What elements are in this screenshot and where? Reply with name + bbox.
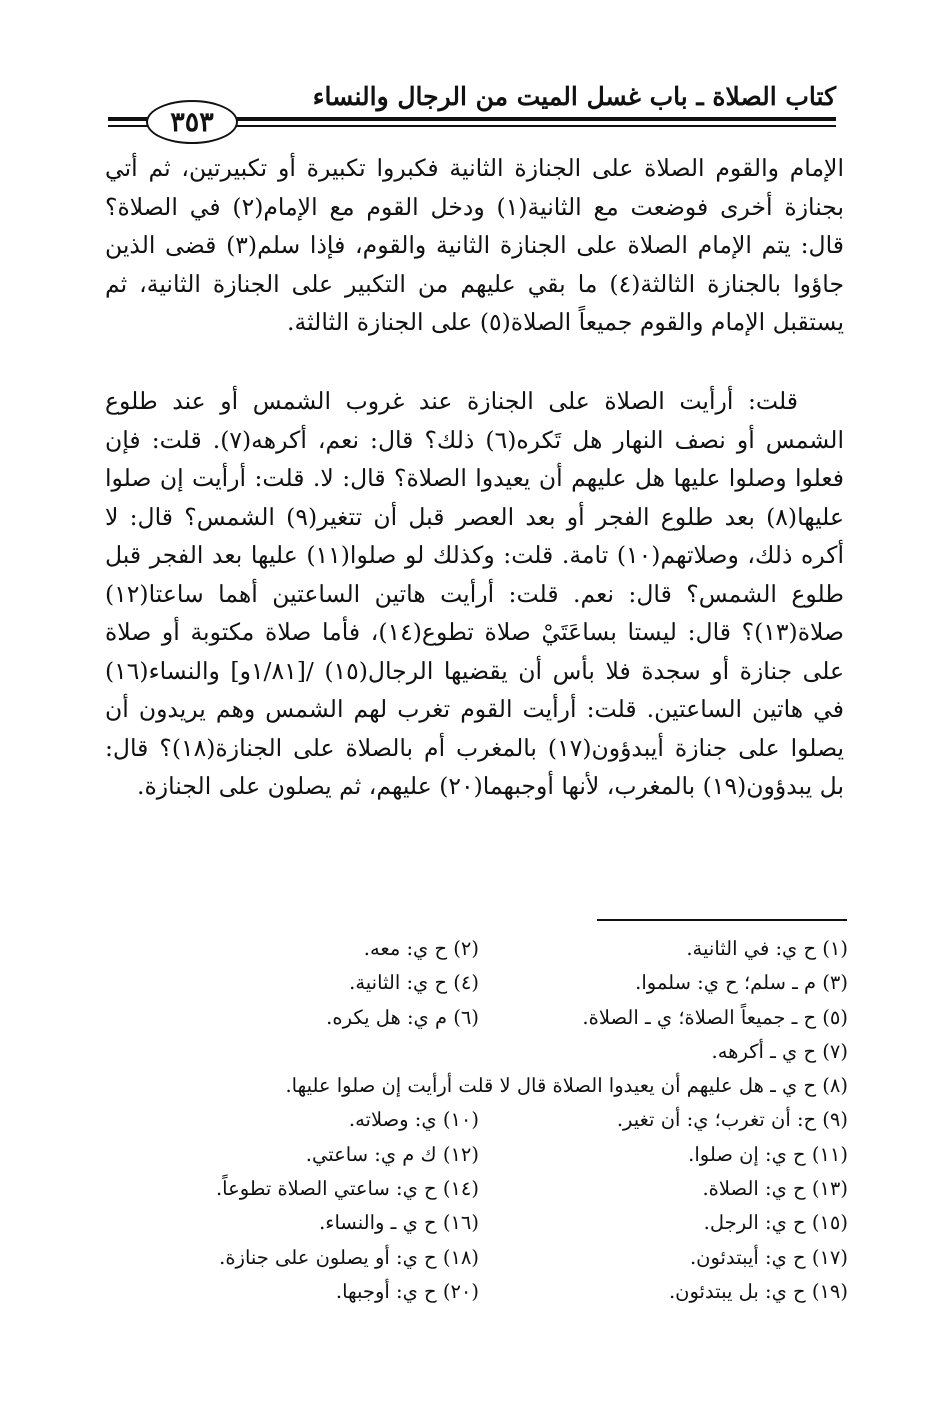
footnote-row	[110, 1206, 848, 1240]
footnote-row	[110, 1275, 848, 1309]
footnote-row	[110, 1138, 848, 1172]
footnote-6: (٦) م ي: هل يكره.	[326, 1005, 479, 1029]
footnote-12: (١٢) ك م ي: ساعتي.	[305, 1142, 479, 1166]
footnote-row	[110, 966, 848, 1000]
footnote-16: (١٦) ح ي ـ والنساء.	[319, 1211, 479, 1235]
footnote-20: (٢٠) ح ي: أوجبها.	[335, 1279, 479, 1303]
main-text-paragraph-1	[105, 149, 844, 342]
footnote-row	[110, 1069, 848, 1103]
running-title: كتاب الصلاة ـ باب غسل الميت من الرجال والنساء	[312, 82, 836, 111]
page-number-text: ٣٥٣	[170, 106, 214, 138]
footnote-17: (١٧) ح ي: أيبتدئون.	[689, 1245, 848, 1269]
footnote-10: (١٠) ي: وصلاته.	[348, 1108, 479, 1132]
footnote-row	[110, 1241, 848, 1275]
footnote-9: (٩) ح: أن تغرب؛ ي: أن تغير.	[616, 1108, 848, 1132]
footnote-row	[110, 1035, 848, 1069]
footnote-separator	[597, 919, 847, 921]
footnote-18: (١٨) ح ي: أو يصلون على جنازة.	[219, 1245, 479, 1269]
footnote-3: (٣) م ـ سلم؛ ح ي: سلموا.	[635, 971, 848, 995]
footnote-row	[110, 932, 848, 966]
footnote-4: (٤) ح ي: الثانية.	[349, 971, 479, 995]
page-number	[146, 100, 238, 144]
footnote-row	[110, 1103, 848, 1137]
main-text-paragraph-2	[105, 382, 844, 806]
footnote-row	[110, 1001, 848, 1035]
footnote-2: (٢) ح ي: معه.	[363, 937, 479, 960]
footnote-5: (٥) ح ـ جميعاً الصلاة؛ ي ـ الصلاة.	[582, 1005, 848, 1029]
paragraph-text: الإمام والقوم الصلاة على الجنازة الثانية فكبروا تكبيرة أو تكبيرتين، ثم أتي بجنازة أخرى فوضعت مع الثانية(١) ودخل القوم مع الإمام(٢) في الصلاة؟ قال: يتم الإمام الصلاة على الجنازة الثانية والقوم، فإذا سلم(٣) قضى الذين جاؤوا بالجنازة الثالثة(٤) ما بقي عليهم من التكبير على الجنازة الثانية، ثم يستقبل الإمام والقوم جميعاً الصلاة(٥) على الجنازة الثالثة.	[105, 154, 845, 336]
footnote-7: (٧) ح ي ـ أكرهه.	[711, 1039, 848, 1063]
paragraph-text: قلت: أرأيت الصلاة على الجنازة عند غروب الشمس أو عند طلوع الشمس أو نصف النهار هل تَكره(٦) ذلك؟ قال: نعم، أكرهه(٧). قلت: فإن فعلوا وصلوا عليها هل عليهم أن يعيدوا الصلاة؟ قال: لا. قلت: أرأيت إن صلوا عليها(٨) بعد طلوع الفجر أو بعد العصر قبل أن تتغير(٩) الشمس؟ قال: لا أكره ذلك، وصلاتهم(١٠) تامة. قلت: وكذلك لو صلوا(١١) عليها بعد الفجر قبل طلوع الشمس؟ قال: نعم. قلت: أرأيت هاتين الساعتين أهما ساعتا(١٢) صلاة(١٣)؟ قال: ليستا بساعَتَيْ صلاة تطوع(١٤)، فأما صلاة مكتوبة أو صلاة على جنازة أو سجدة فلا بأس أن يقضيها الرجال(١٥) /[١/٨١و] والنساء(١٦) في هاتين الساعتين. قلت: أرأيت القوم تغرب لهم الشمس وهم يريدون أن يصلوا على جنازة أيبدؤون(١٧) بالمغرب أم بالصلاة على الجنازة(١٨)؟ قال: بل يبدؤون(١٩) بالمغرب، لأنها أوجبهما(٢٠) عليهم، ثم يصلون على الجنازة.	[105, 387, 845, 800]
footnote-8: (٨) ح ي ـ هل عليهم أن يعيدوا الصلاة قال لا قلت أرأيت إن صلوا عليها.	[285, 1074, 848, 1098]
footnote-14: (١٤) ح ي: ساعتي الصلاة تطوعاً.	[215, 1177, 479, 1201]
footnote-row	[110, 1172, 848, 1206]
footnote-1: (١) ح ي: في الثانية.	[686, 937, 848, 960]
footnote-19: (١٩) ح ي: بل يبتدئون.	[668, 1279, 848, 1303]
footnote-13: (١٣) ح ي: الصلاة.	[702, 1177, 848, 1201]
footnote-15: (١٥) ح ي: الرجل.	[703, 1211, 848, 1235]
footnotes	[110, 932, 848, 1309]
footnote-11: (١١) ح ي: إن صلوا.	[688, 1142, 848, 1166]
